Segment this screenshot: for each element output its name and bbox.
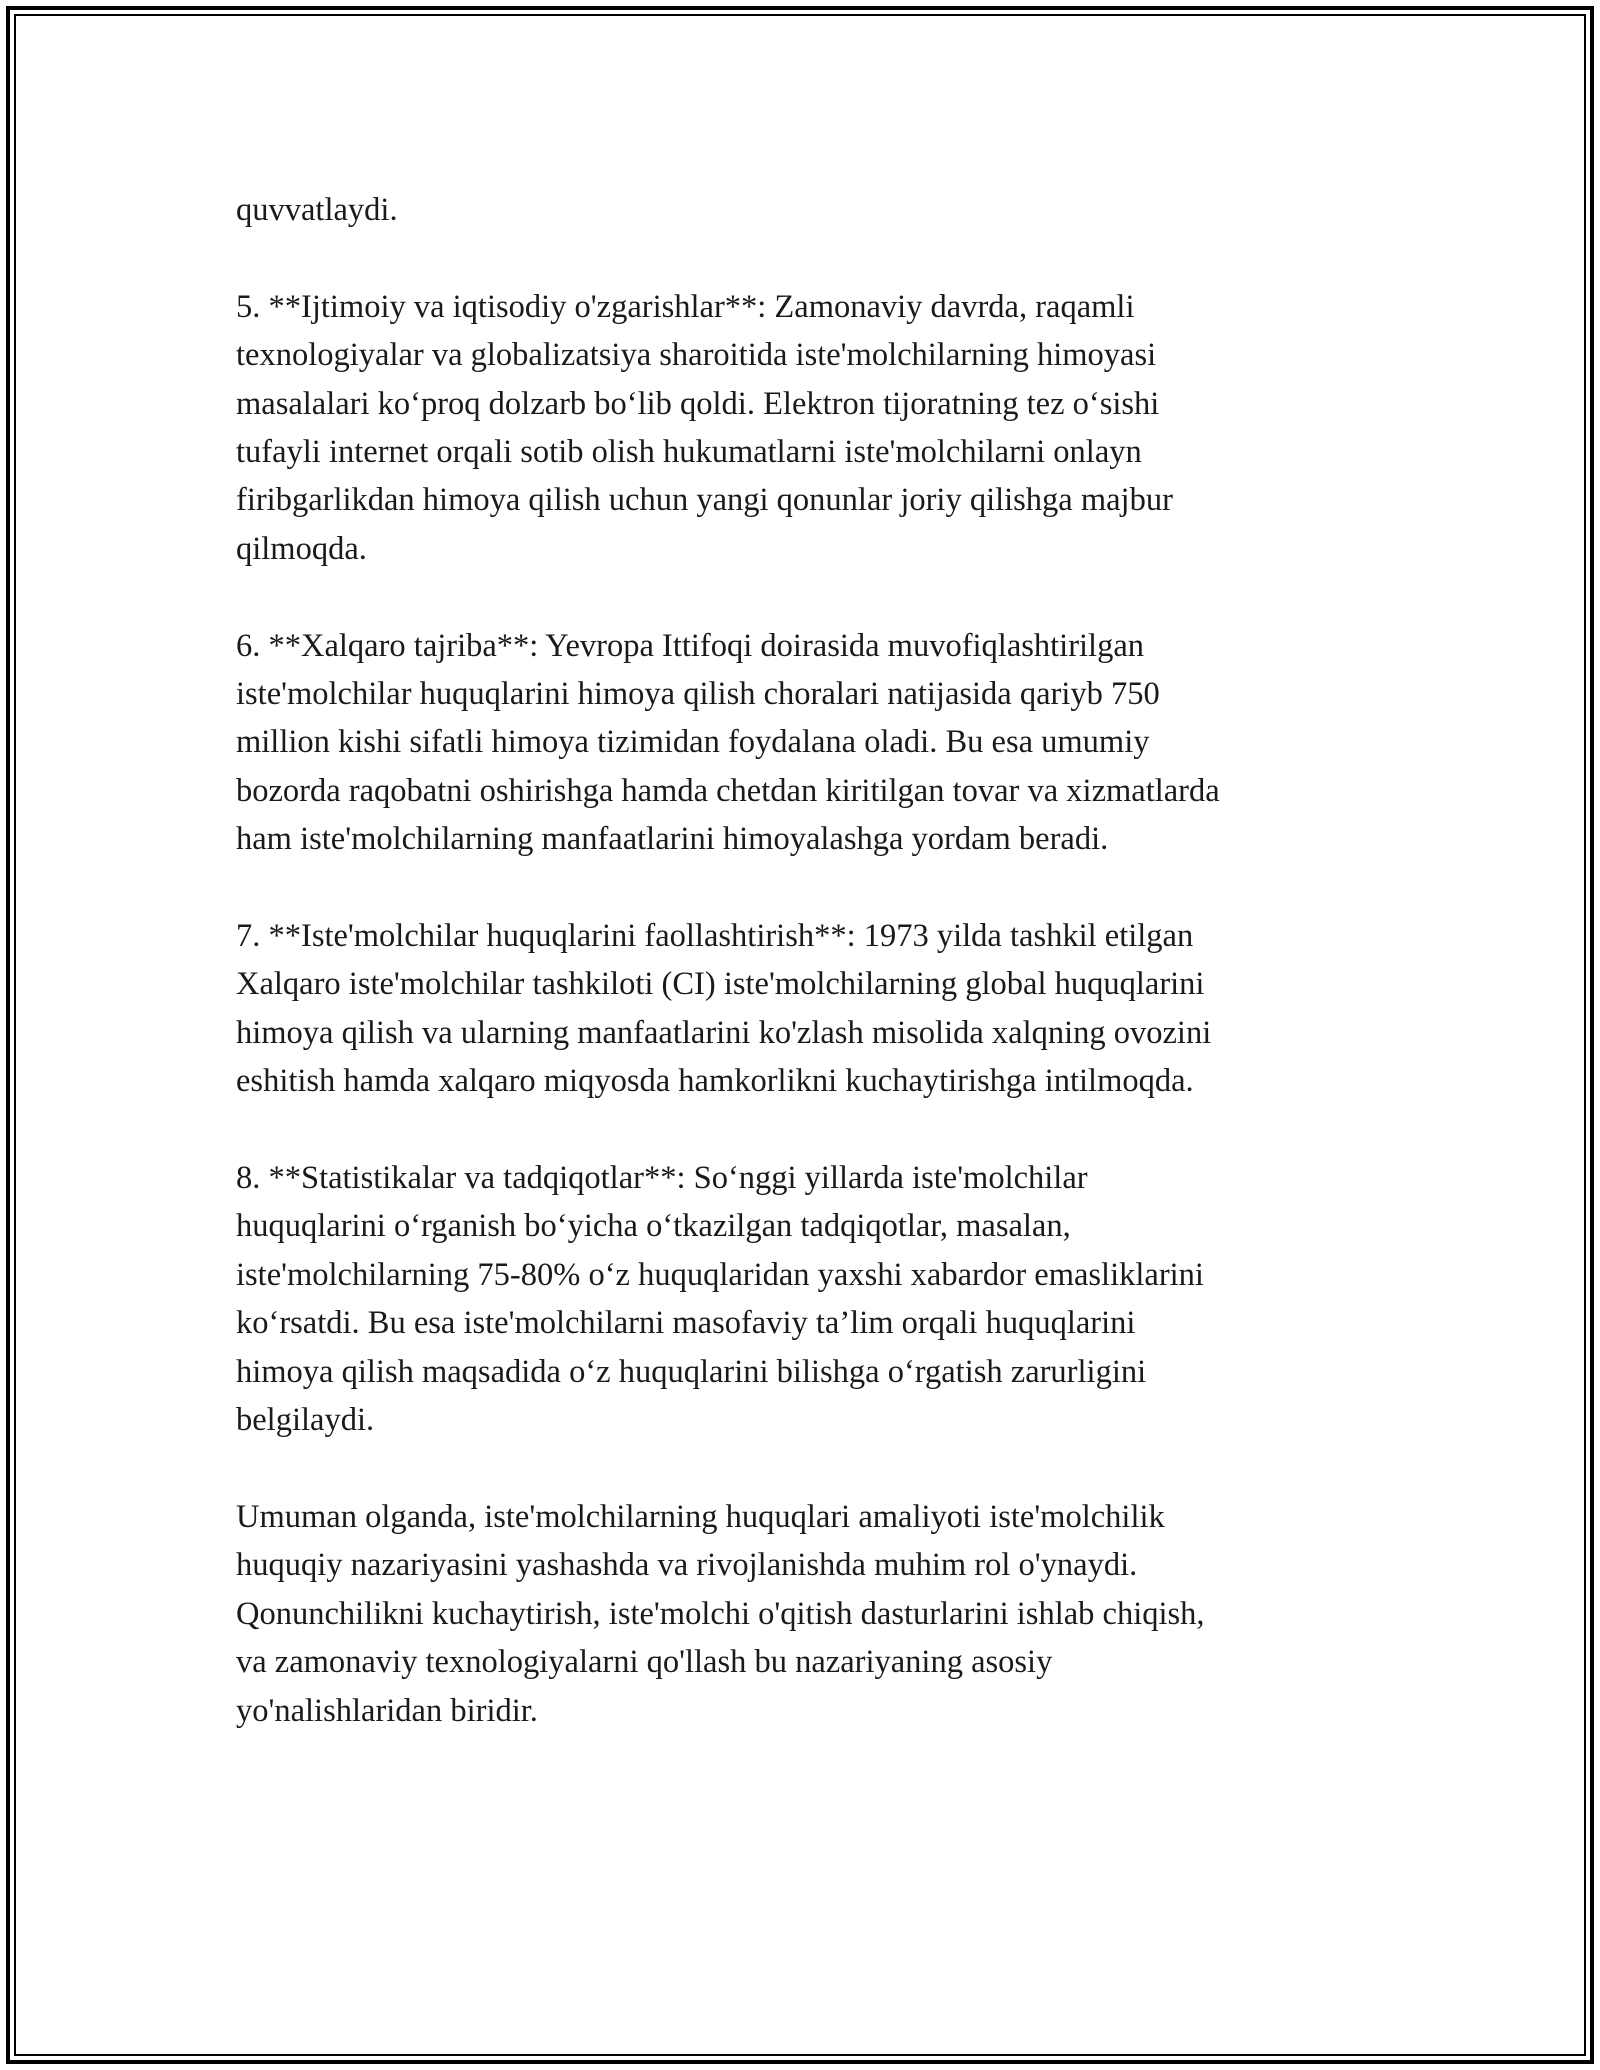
- paragraph-item-5: 5. **Ijtimoiy va iqtisodiy o'zgarishlar**: Zamonaviy davrda, raqamli texnologiyalar va globalizatsiya sharoitida iste'molchilarning himoyasi masalalari ko‘proq dolzarb bo‘lib qoldi. Elektron tijoratning tez o‘sishi tufayli internet orqali sotib olish hukumatlarni iste'molchilarni onlayn firibgarlikdan himoya qilish uchun yangi qonunlar joriy qilishga majbur qilmoqda.: [236, 288, 1173, 567]
- paragraph-item-8: 8. **Statistikalar va tadqiqotlar**: So‘nggi yillarda iste'molchilar huquqlarini o‘rganish bo‘yicha o‘tkazilgan tadqiqotlar, masalan, iste'molchilarning 75-80% o‘z huquqlaridan yaxshi xabardor emasliklarini ko‘rsatdi. Bu esa iste'molchilarni masofaviy ta’lim orqali huquqlarini himoya qilish maqsadida o‘z huquqlarini bilishga o‘rgatish zarurligini belgilaydi.: [236, 1160, 1204, 1439]
- paragraph-item-7: 7. **Iste'molchilar huquqlarini faollashtirish**: 1973 yilda tashkil etilgan Xalqaro iste'molchilar tashkiloti (CI) iste'molchilarning global huquqlarini himoya qilish va ularning manfaatlarini ko'zlash misolida xalqning ovozini eshitish hamda xalqaro miqyosda hamkorlikni kuchaytirishga intilmoqda.: [236, 918, 1212, 1100]
- paragraph-item-6: 6. **Xalqaro tajriba**: Yevropa Ittifoqi doirasida muvofiqlashtirilgan iste'molchilar huquqlarini himoya qilish choralari natijasida qariyb 750 million kishi sifatli himoya tizimidan foydalana oladi. Bu esa umumiy bozorda raqobatni oshirishga hamda chetdan kiritilgan tovar va xizmatlarda ham iste'molchilarning manfaatlarini himoyalashga yordam beradi.: [236, 627, 1220, 858]
- paragraph-continuation: quvvatlaydi.: [236, 192, 398, 228]
- document-body: [236, 186, 1406, 1783]
- paragraph-conclusion: Umuman olganda, iste'molchilarning huquqlari amaliyoti iste'molchilik huquqiy nazariyasini yashashda va rivojlanishda muhim rol o'ynaydi. Qonunchilikni kuchaytirish, iste'molchi o'qitish dasturlarini ishlab chiqish, va zamonaviy texnologiyalarni qo'llash bu nazariyaning asosiy yo'nalishlaridan biridir.: [236, 1498, 1205, 1729]
